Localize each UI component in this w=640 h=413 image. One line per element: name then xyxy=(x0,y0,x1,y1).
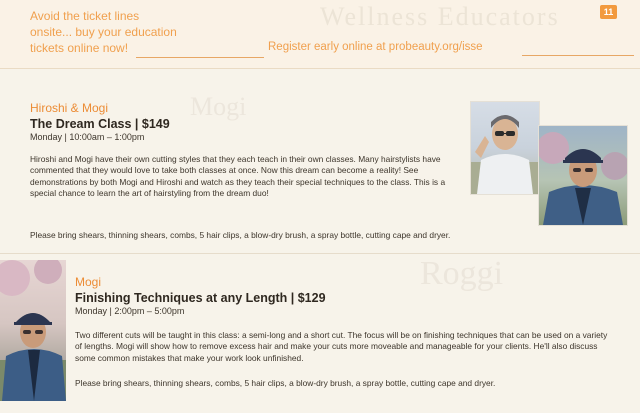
page-number-badge: 11 xyxy=(600,5,617,19)
class-supplies: Please bring shears, thinning shears, combs, 5 hair clips, a blow-dry brush, a spray bottle, cutting cape and dryer. xyxy=(30,230,451,240)
class-title: Finishing Techniques at any Length | $129 xyxy=(75,291,326,305)
instructor-name: Mogi xyxy=(75,275,102,289)
class-schedule: Monday | 2:00pm – 5:00pm xyxy=(75,306,185,316)
class-description: Two different cuts will be taught in this class: a semi-long and a short cut. The focus will be on finishing techniques that can be used on a variety of lengths. Mogi will show how to remove excess hair and make your cuts more moveable and manageable for your clients. He'll also discuss some common mistakes that make your work look unfinished. xyxy=(75,330,608,363)
instructor-name: Hiroshi & Mogi xyxy=(30,101,109,115)
register-link[interactable]: Register early online at probeauty.org/isse xyxy=(268,41,483,53)
promo-line-1: Avoid the ticket lines xyxy=(30,9,140,23)
promo-line-3: tickets online now! xyxy=(30,41,129,55)
header-band xyxy=(0,0,640,69)
class-description: Hiroshi and Mogi have their own cutting styles that they each teach in their own classes. Many hairstylists have commented that they would love to take both classes at once. Now this dream can become a reality! See demonstrations by both Mogi and Hiroshi and watch as they teach their special techniques to the class. This is a special chance to learn the art of hairstyling from the dream duo! xyxy=(30,154,446,198)
ghost-section-title: Wellness Educators xyxy=(320,2,560,31)
class-title: The Dream Class | $149 xyxy=(30,117,170,131)
photo-hiroshi xyxy=(470,101,540,195)
class-supplies: Please bring shears, thinning shears, combs, 5 hair clips, a blow-dry brush, a spray bottle, cutting cape and dryer. xyxy=(75,378,496,388)
photo-mogi-portrait xyxy=(0,260,66,401)
promo-underline-rule xyxy=(136,57,264,58)
decorative-outline-text: Mogi xyxy=(190,92,247,121)
promo-message xyxy=(30,8,230,56)
class-schedule: Monday | 10:00am – 1:00pm xyxy=(30,132,145,142)
photo-mogi xyxy=(538,125,628,226)
decorative-outline-text: Roggi xyxy=(420,255,504,292)
register-underline-rule xyxy=(522,55,634,56)
promo-line-2: onsite... buy your education xyxy=(30,25,177,39)
